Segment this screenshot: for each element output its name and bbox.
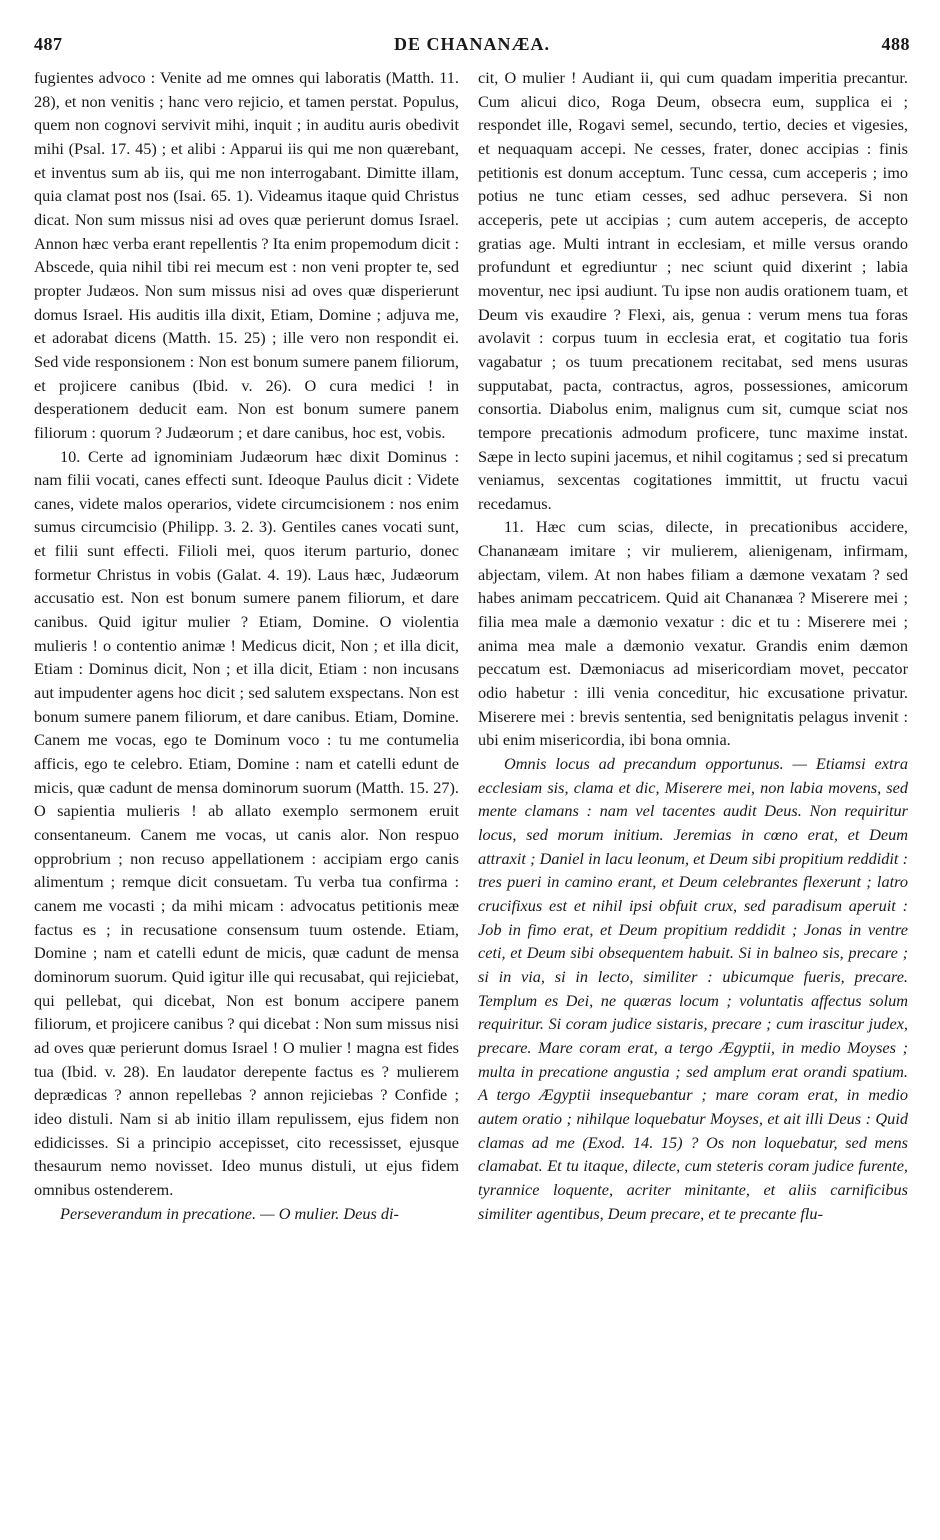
right-column [478, 66, 908, 1225]
subheading-omnis-locus: Omnis locus ad precandum opportunus. — Etiamsi extra ecclesiam sis, clama et dic, Miserere mei, non labia movens, sed mente clamans : nam vel tacentes audit Deus. Non requiritur locus, sed morum initium. Jeremias in cœno erat, et Deum attraxit ; Daniel in lacu leonum, et Deum sibi propitium reddidit : tres pueri in camino erant, et Deum celebrantes flexerunt ; latro crucifixus est et nihil ipsi obfuit crux, sed paradisum aperuit : Job in fimo erat, et Deum propitium reddidit ; Jonas in ventre ceti, et Deum sibi obsequentem habuit. Si in balneo sis, precare ; si in via, si in lecto, similiter : ubicumque fueris, precare. Templum es Dei, ne quæras locum ; voluntatis affectus solum requiritur. Si coram judice sistaris, precare ; cum irascitur judex, precare. Mare coram erat, a tergo Ægyptii, in medio Moyses ; multa in precatione angustia ; sed amplum erat orandi spatium. A tergo Ægyptii insequebantur ; mare coram erat, in medio autem oratio ; nihilque loquebatur Moyses, et ait illi Deus : Quid clamas ad me (Exod. 14. 15) ? Os non loquebatur, sed mens clamabat. Et tu itaque, dilecte, cum steteris coram judice furente, tyrannice loquente, acriter minitante, et aliis carnificibus similiter agentibus, Deum precare, et te precante flu- [478, 754, 908, 1223]
paragraph-10: 10. Certe ad ignominiam Judæorum hæc dixit Dominus : nam filii vocati, canes effecti sunt. Ideoque Paulus dicit : Videte canes, videte malos operarios, videte circumcisionem : nos enim sumus circumcisio (Philipp. 3. 2. 3). Gentiles canes vocati sunt, et filii sunt effecti. Filioli mei, quos iterum parturio, donec formetur Christus in vobis (Galat. 4. 19). Laus hæc, Judæorum accusatio est. Non est bonum sumere panem filiorum, et dare canibus. Quid igitur mulier ? Etiam, Domine. O violentia mulieris ! o contentio animæ ! Medicus dicit, Non ; et illa dicit, Etiam : Dominus dicit, Non ; et illa dicit, Etiam : non incusans aut impudenter agens hoc dicit ; sed salutem exspectans. Non est bonum sumere panem filiorum, et dare canibus. Etiam, Domine. Canem me vocas, ego te Dominum voco : tu me contumelia afficis, ego te celebro. Etiam, Domine : nam et catelli edunt de micis, quæ cadunt de mensa dominorum suorum (Matth. 15. 27). O sapientia mulieris ! ab allato exemplo sermonem eruit consentaneum. Canem me vocas, ut canis alor. Non respuo opprobrium ; non recuso appellationem : accipiam ergo canis alimentum ; remque dicit consuetam. Tu verba tua confirma : canem me vocasti ; da mihi micam : advocatus petitionis meæ factus es ; in recusatione consensum tuum ostende. Etiam, Domine ; nam et catelli edunt de micis, quæ cadunt de mensa dominorum suorum. Quid igitur ille qui recusabat, qui rejiciebat, qui pellebat, qui dicebat, Non est bonum accipere panem filiorum, et projicere canibus ? qui dicebat : Non sum missus nisi ad oves quæ perierunt domus Israel ! O mulier ! magna est fides tua (Ibid. v. 28). En laudator derepente factus es ? mulierem deprædicas ? annon repellebas ? annon rejiciebas ? Confide ; ideo distuli. Nam si ab initio illam repulissem, ejus fidem non edidicisses. Si a principio accepisset, cito recessisset, ejusque thesaurum nemo novisset. Ideo munus distuli, ut ejus fidem omnibus ostenderem. [34, 446, 459, 1199]
paragraph-continued: fugientes advoco : Venite ad me omnes qui laboratis (Matth. 11. 28), et non venitis ; hanc vero rejicio, et tamen perstat. Populus, quem non cognovi servivit mihi, inquit ; in auditu auris obedivit mihi (Psal. 17. 45) ; et alibi : Apparui iis qui me non quærebant, et inventus sum ab iis, qui me non interrogabant. Dimitte illam, quia clamat post nos (Isai. 65. 1). Videamus itaque quid Christus dicat. Non sum missus nisi ad oves quæ perierunt domus Israel. Annon hæc verba erant repellentis ? Ita enim propemodum dicit : Abscede, quia nihil tibi rei mecum est : non veni propter te, sed propter Judæos. Non sum missus nisi ad oves quæ disperierunt domus Israel. His auditis illa dixit, Etiam, Domine ; adjuva me, et adorabat dicens (Matth. 15. 25) ; ille vero non respondit ei. Sed vide responsionem : Non est bonum sumere panem filiorum, et projicere canibus (Ibid. v. 26). O cura medici ! in desperationem deducit eam. Non est bonum sumere panem filiorum : quorum ? Judæorum ; et dare canibus, hoc est, vobis. [34, 68, 459, 442]
left-column [34, 66, 459, 1225]
paragraph-continued-right: cit, O mulier ! Audiant ii, qui cum quadam imperitia precantur. Cum alicui dico, Roga Deum, obsecra eum, supplica ei ; respondet ille, Rogavi semel, secundo, tertio, decies et vigesies, et nequaquam accepi. Ne cesses, frater, donec accipias : finis petitionis est donum acceptum. Tunc cessa, cum acceperis ; imo potius ne tunc etiam cesses, sed adhuc persevera. Si non acceperis, pete ut accipias ; cum autem acceperis, de accepto gratias age. Multi intrant in ecclesiam, et mille versus orando profundunt et egrediuntur ; nec sciunt quid dixerint ; labia moventur, nec ipsi audiunt. Tu ipse non audis orationem tuam, et Deum vis exaudire ? Flexi, ais, genua : verum mens tua foras avolavit : corpus tuum in ecclesia erat, et cogitatio tua foris vagabatur ; os tuum precationem recitabat, sed mens usuras supputabat, pacta, contractus, agros, possessiones, amicorum consortia. Diabolus enim, malignus cum sit, cumque sciat nos tempore precationis admodum proficere, tunc maxime instat. Sæpe in lecto supini jacemus, et nihil cogitamus ; sed si precatum veniamus, sexcentas cogitationes immittit, ut fructu vacui recedamus. [478, 68, 908, 513]
paragraph-11: 11. Hæc cum scias, dilecte, in precationibus accidere, Chananæam imitare ; vir mulierem, alienigenam, infirmam, abjectam, vilem. At non habes filiam a dæmone vexatam ? sed habes animam peccatricem. Quid ait Chananæa ? Miserere mei ; filia mea male a dæmonio vexatur : dic et tu : Miserere mei ; anima mea male a dæmonio vexatur. Grandis enim dæmon peccatum est. Dæmoniacus ad misericordiam movet, peccator odio habetur : illi venia conceditur, hic excusatione privatur. Miserere mei : brevis sententia, sed benignitatis pelagus invenit : ubi enim misericordia, ibi bona omnia. [478, 517, 908, 750]
page-number-left: 487 [34, 34, 63, 54]
running-header [34, 34, 910, 56]
subheading-perseverandum: Perseverandum in precatione. — O mulier. Deus di- [60, 1203, 399, 1223]
page-number-right: 488 [881, 34, 910, 54]
running-title: DE CHANANÆA. [394, 34, 550, 54]
